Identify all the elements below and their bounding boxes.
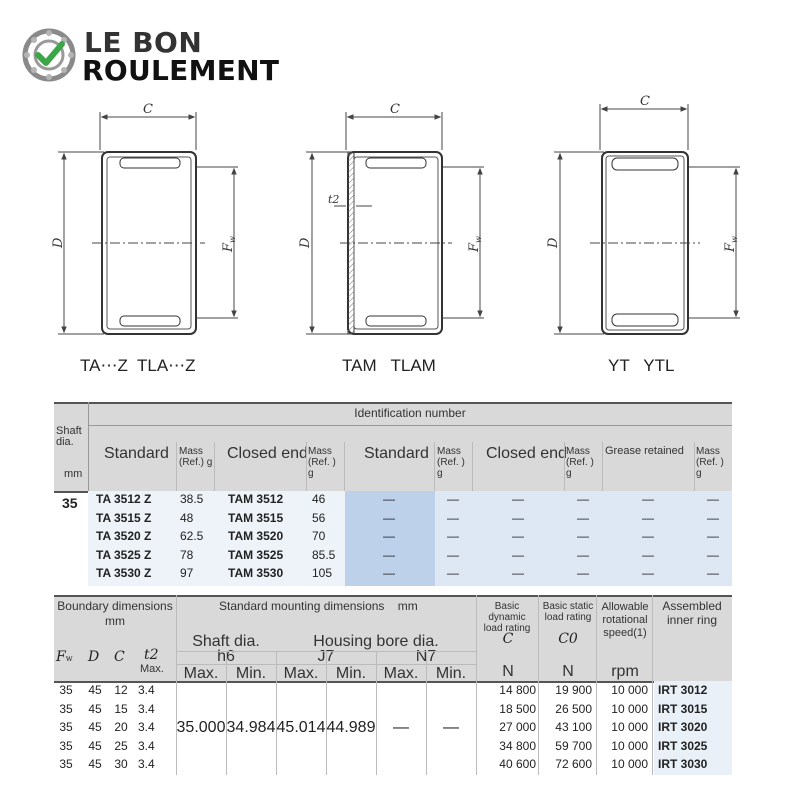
diagram-tam (306, 112, 484, 334)
closed-end-part-number: TAM 3512 (228, 492, 284, 506)
c-col-symbol: C (114, 649, 125, 665)
empty-cell-dash: — (642, 566, 654, 580)
shaft-min-label: Min. (235, 665, 267, 682)
d-symbol: D (88, 649, 100, 665)
empty-cell-dash: — (707, 510, 719, 525)
empty-cell-dash: — (642, 510, 654, 525)
col-mass-5: Mass (Ref. ) g (696, 446, 724, 479)
empty-cell-dash: — (383, 529, 395, 543)
empty-cell-dash: — (707, 529, 719, 543)
closed-end-mass: 85.5 (312, 547, 336, 562)
standard-mass: 62.5 (180, 529, 204, 543)
dim-d-label-2: D (298, 237, 313, 248)
static-load-value: 19 900 (555, 683, 592, 697)
empty-cell-dash: — (447, 510, 459, 525)
empty-cell-dash: — (577, 510, 589, 525)
standard-mass: 97 (180, 566, 194, 580)
inner-ring-label: Assembled inner ring (662, 599, 722, 627)
c-value: 20 (114, 720, 128, 734)
empty-cell-dash: — (447, 492, 459, 506)
standard-part-number: TA 3512 Z (96, 492, 152, 506)
fw-value: 35 (59, 738, 73, 753)
empty-cell-dash: — (577, 547, 589, 562)
col-closed-end-2: Closed end (486, 445, 567, 462)
empty-cell-dash: — (512, 566, 524, 580)
speed-value: 10 000 (611, 701, 648, 716)
shaft-max-value: 35.000 (176, 719, 226, 736)
dim-c-label-2: C (390, 102, 400, 117)
empty-cell-dash: — (707, 492, 719, 506)
inner-ring-value: IRT 3015 (658, 701, 708, 716)
empty-cell-dash: — (707, 547, 719, 562)
closed-end-mass: 105 (312, 566, 333, 580)
col-mass-1: Mass (Ref.) g (179, 446, 213, 468)
inner-ring-value: IRT 3030 (658, 757, 708, 771)
fw-value: 35 (59, 720, 73, 734)
empty-cell-dash: — (447, 547, 459, 562)
t2-value: 3.4 (138, 738, 155, 753)
check-icon (38, 44, 62, 63)
h6-label: h6 (217, 648, 235, 665)
empty-cell-dash: — (642, 547, 654, 562)
empty-cell-dash: — (512, 547, 524, 562)
n-unit-2: N (562, 663, 574, 680)
dynamic-load-value: 40 600 (499, 757, 536, 771)
dim-c-label-3: C (640, 94, 650, 109)
static-load-value: 59 700 (555, 738, 592, 753)
caption-yt: YT YTL (608, 356, 675, 375)
logo-text-line2: ROULEMENT (82, 54, 280, 87)
inner-ring-value: IRT 3025 (658, 738, 708, 753)
empty-cell-dash: — (447, 566, 459, 580)
d-value: 45 (88, 701, 102, 716)
bearing-diagrams (0, 90, 800, 350)
n7-max-value: — (393, 719, 409, 736)
empty-cell-dash: — (707, 566, 719, 580)
dynamic-load-value: 34 800 (499, 738, 536, 753)
shaft-dia-label: Shaft dia. (192, 633, 260, 650)
dim-fw-label-3: $F_w$ (723, 236, 739, 252)
logo-mark (22, 28, 76, 82)
col-closed-end-1: Closed end (227, 445, 308, 462)
d-value: 45 (88, 720, 102, 734)
speed-value: 10 000 (611, 720, 648, 734)
shaft-value: 35 (62, 495, 78, 511)
shaft-max-label: Max. (183, 665, 219, 682)
closed-end-part-number: TAM 3515 (228, 510, 284, 525)
t2-value: 3.4 (138, 757, 155, 771)
dim-c-label-1: C (143, 102, 153, 117)
static-load-label: Basic static load rating (542, 601, 594, 623)
c-value: 25 (114, 738, 128, 753)
col-grease-retained: Grease retained (605, 445, 684, 457)
dynamic-load-value: 14 800 (499, 683, 536, 697)
empty-cell-dash: — (383, 547, 395, 562)
speed-value: 10 000 (611, 738, 648, 753)
empty-cell-dash: — (383, 566, 395, 580)
dynamic-load-value: 27 000 (499, 720, 536, 734)
t2-symbol: t2 (144, 647, 159, 663)
speed-value: 10 000 (611, 683, 648, 697)
shaft-min-value: 34.984 (226, 719, 276, 736)
boundary-title: Boundary dimensions mm (57, 599, 173, 628)
inner-ring-value: IRT 3020 (658, 720, 708, 734)
empty-cell-dash: — (642, 492, 654, 506)
standard-mass: 38.5 (180, 492, 204, 506)
rpm-unit: rpm (611, 663, 639, 680)
t2-value: 3.4 (138, 720, 155, 734)
identification-title: Identification number (354, 406, 466, 420)
dim-t2-label: t2 (328, 193, 340, 206)
n-unit-1: N (502, 663, 514, 680)
closed-end-part-number: TAM 3525 (228, 547, 284, 562)
closed-end-mass: 56 (312, 510, 326, 525)
n7-min-value: — (443, 719, 459, 736)
j7-label: J7 (317, 648, 335, 665)
empty-cell-dash: — (642, 529, 654, 543)
inner-ring-value: IRT 3012 (658, 683, 708, 697)
col-standard-2: Standard (364, 445, 429, 462)
caption-tam: TAM TLAM (342, 356, 436, 375)
c-value: 30 (114, 757, 128, 771)
c-value: 15 (114, 701, 128, 716)
standard-part-number: TA 3530 Z (96, 566, 152, 580)
c0-symbol: C0 (558, 631, 578, 647)
j7-min-label: Min. (335, 665, 367, 682)
dynamic-load-value: 18 500 (499, 701, 536, 716)
speed-value: 10 000 (611, 757, 648, 771)
diagram-yt (554, 104, 740, 334)
empty-cell-dash: — (512, 510, 524, 525)
static-load-value: 43 100 (555, 720, 592, 734)
t2-value: 3.4 (138, 683, 155, 697)
fw-value: 35 (59, 701, 73, 716)
fw-value: 35 (59, 757, 73, 771)
closed-end-mass: 46 (312, 492, 326, 506)
shaft-unit: mm (64, 468, 83, 480)
standard-mass: 78 (180, 547, 194, 562)
closed-end-mass: 70 (312, 529, 326, 543)
dynamic-load-label: Basic dynamic load rating (483, 601, 531, 634)
speed-label: Allowable rotational speed(1) (601, 601, 649, 639)
n7-max-label: Max. (383, 665, 419, 682)
col-mass-4: Mass (Ref. ) g (566, 446, 594, 479)
empty-cell-dash: — (512, 529, 524, 543)
housing-bore-label: Housing bore dia. (313, 633, 439, 650)
t2-max-label: Max. (140, 663, 164, 675)
closed-end-part-number: TAM 3530 (228, 566, 284, 580)
j7-max-value: 45.014 (276, 719, 326, 736)
standard-part-number: TA 3515 Z (96, 510, 152, 525)
dim-d-label-3: D (546, 237, 561, 248)
logo-text-line1: LE BON (84, 26, 203, 59)
c-symbol: C (502, 631, 514, 647)
empty-cell-dash: — (383, 492, 395, 506)
t2-value: 3.4 (138, 701, 155, 716)
mounting-title: Standard mounting dimensions mm (219, 599, 418, 613)
empty-cell-dash: — (383, 510, 395, 525)
dim-fw-label-2: $F_w$ (467, 236, 483, 252)
empty-cell-dash: — (577, 529, 589, 543)
empty-cell-dash: — (577, 492, 589, 506)
dim-d-label-1: D (51, 237, 66, 248)
standard-mass: 48 (180, 510, 194, 525)
j7-max-label: Max. (283, 665, 319, 682)
n7-min-label: Min. (435, 665, 467, 682)
closed-end-part-number: TAM 3520 (228, 529, 284, 543)
standard-part-number: TA 3520 Z (96, 529, 152, 543)
n7-label: N7 (415, 648, 437, 665)
empty-cell-dash: — (577, 566, 589, 580)
c-value: 12 (114, 683, 128, 697)
shaft-label: Shaft dia. (56, 425, 82, 448)
d-value: 45 (88, 683, 102, 697)
static-load-value: 26 500 (555, 701, 592, 716)
col-standard-1: Standard (104, 445, 169, 462)
diagram-ta-z (58, 112, 238, 334)
d-value: 45 (88, 757, 102, 771)
caption-ta-z: TA⋯Z TLA⋯Z (80, 356, 196, 375)
standard-part-number: TA 3525 Z (96, 547, 152, 562)
d-value: 45 (88, 738, 102, 753)
static-load-value: 72 600 (555, 757, 592, 771)
col-mass-3: Mass (Ref. ) g (437, 446, 465, 479)
dimensions-table (54, 595, 732, 775)
col-mass-2: Mass (Ref. ) g (308, 446, 336, 479)
identification-table (54, 402, 732, 586)
dim-fw-label-1: $F_w$ (221, 236, 237, 252)
empty-cell-dash: — (447, 529, 459, 543)
empty-cell-dash: — (512, 492, 524, 506)
j7-min-value: 44.989 (326, 719, 376, 736)
fw-value: 35 (59, 683, 73, 697)
fw-symbol: Fw (56, 649, 73, 665)
